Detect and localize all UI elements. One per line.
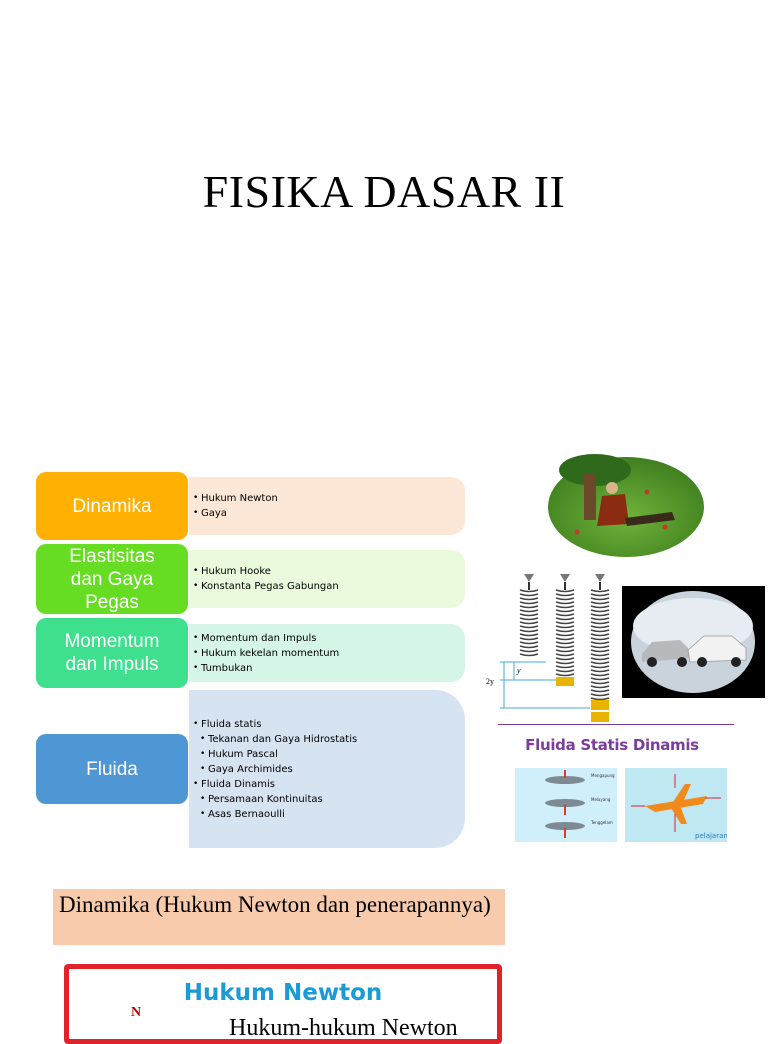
list-item: • Asas Bernaoulli [193,807,465,822]
topic-label: Elastisitas dan Gaya Pegas [69,545,155,613]
topic-label: Momentum dan Impuls [64,631,160,675]
topic-dinamika[interactable] [36,472,188,540]
list-item: • Gaya [193,506,465,521]
topic-label: Dinamika [72,495,152,517]
spring-label-2y: 2y [486,677,494,686]
topic-panel-fluida [189,690,465,848]
topic-label: Fluida [86,758,138,780]
list-item: • Momentum dan Impuls [193,631,465,646]
submarine-panel [515,768,617,842]
car-collision-image [622,586,765,698]
label-tenggelam: Tenggelam [591,820,613,825]
list-item: • Hukum Hooke [193,564,465,579]
list-item: • Hukum Pascal [193,747,465,762]
page-title: FISIKA DASAR II [202,166,566,217]
list-item: • Hukum kekelan momentum [193,646,465,661]
divider [498,724,734,725]
list-item: • Tumbukan [193,661,465,676]
list-item: • Hukum Newton [193,491,465,506]
newton-marker: N [131,1005,142,1020]
fluida-caption: Fluida Statis Dinamis [525,736,699,754]
hukum-newton-title: Hukum Newton [183,980,383,1006]
spring-coil [556,590,574,676]
section-subheading: Dinamika (Hukum Newton dan penerapannya) [53,889,505,945]
label-melayang: Melayang [591,797,611,802]
topic-fluida[interactable] [36,734,188,804]
label-mengapung: Mengapung [591,773,615,778]
topic-momentum[interactable] [36,618,188,688]
spring-coil [591,590,609,700]
hukum-newton-card [64,964,502,1044]
topic-panel-dinamika [189,477,465,535]
topic-elastisitas[interactable] [36,544,188,614]
topic-panel-elastisitas [189,550,465,608]
list-item: • Gaya Archimides [193,762,465,777]
fluida-statis-dinamis-image [488,724,736,846]
list-item: • Konstanta Pegas Gabungan [193,579,465,594]
list-item: • Tekanan dan Gaya Hidrostatis [193,732,465,747]
list-item: • Fluida statis [193,717,465,732]
list-item: • Persamaan Kontinuitas [193,792,465,807]
watermark: pelajaran [695,832,727,840]
topic-panel-momentum [189,624,465,682]
spring-coil [520,590,538,656]
list-item: • Fluida Dinamis [193,777,465,792]
newton-tree-image [547,452,705,558]
spring-label-y: y [517,666,521,675]
airplane-panel [625,768,727,842]
hukum-newton-text: Hukum-hukum Newton [229,1015,458,1041]
springs-image [486,572,622,724]
